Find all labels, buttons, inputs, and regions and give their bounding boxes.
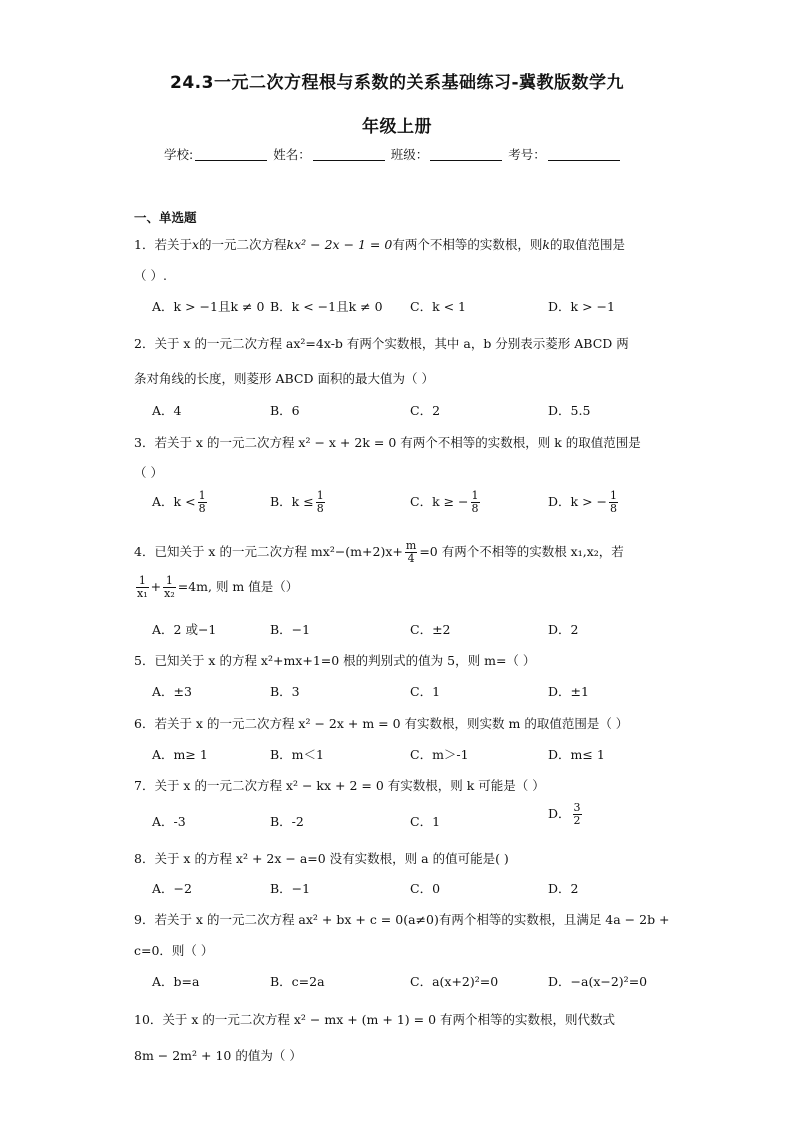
q8-option-d[interactable]: D．2 — [548, 881, 579, 896]
q7-option-d[interactable] — [548, 802, 584, 827]
question-2-stem-line2: 条对角线的长度，则菱形 ABCD 面积的最大值为（ ） — [134, 371, 434, 386]
q2-option-b[interactable]: B．6 — [270, 403, 300, 418]
q1-text-b: 的一元二次方程 — [199, 237, 287, 252]
question-3-stem: 3．若关于 x 的一元二次方程 x² − x + 2k = 0 有两个不相等的实数根，则 k 的取值范围是 — [134, 435, 641, 450]
page-title-line1: 24.3一元二次方程根与系数的关系基础练习-冀教版数学九 — [170, 73, 624, 93]
q7-option-a[interactable]: A．-3 — [152, 814, 186, 829]
name-label: 姓名： — [273, 147, 311, 162]
q6-option-d[interactable]: D．m≤ 1 — [548, 747, 605, 762]
question-10-stem-line2: 8m − 2m² + 10 的值为（ ） — [134, 1048, 302, 1063]
q5-option-a[interactable]: A．±3 — [152, 684, 192, 699]
q4-option-a[interactable]: A．2 或−1 — [152, 622, 217, 637]
question-7-stem: 7．关于 x 的一元二次方程 x² − kx + 2 = 0 有实数根，则 k 可能是（ ） — [134, 778, 545, 793]
frac-den: 8 — [471, 502, 479, 515]
q6-option-c[interactable]: C．m＞-1 — [410, 747, 469, 762]
frac-num: 1 — [163, 575, 176, 588]
class-label: 班级： — [390, 147, 429, 162]
school-blank[interactable] — [195, 148, 267, 161]
q5-option-b[interactable]: B．3 — [270, 684, 300, 699]
frac-num: m — [405, 539, 417, 552]
question-6-stem: 6．若关于 x 的一元二次方程 x² − 2x + m = 0 有实数根，则实数 m 的取值范围是（ ） — [134, 716, 629, 731]
q9-option-b[interactable]: B．c=2a — [270, 974, 325, 989]
q4-fraction-1x2 — [163, 575, 176, 600]
q8-option-c[interactable]: C．0 — [410, 881, 441, 896]
question-10-stem: 10．关于 x 的一元二次方程 x² − mx + (m + 1) = 0 有两个相等的实数根，则代数式 — [134, 1012, 616, 1027]
q4-fraction-m4 — [405, 540, 417, 565]
q8-option-b[interactable]: B．−1 — [270, 881, 311, 896]
student-info-row — [164, 145, 622, 163]
q9-option-d[interactable]: D．−a(x−2)²=0 — [548, 974, 648, 989]
q4-fraction-1x1 — [136, 575, 149, 600]
q8-option-a[interactable]: A．−2 — [152, 881, 192, 896]
q1-text-d: 的取值范围是 — [549, 237, 625, 252]
q1-option-a[interactable]: A．k > −1且k ≠ 0 — [152, 299, 265, 314]
question-3-stem-line2: （ ） — [134, 465, 163, 480]
frac-den: 2 — [573, 814, 581, 827]
q1-var-k: k — [542, 237, 550, 252]
q4-text-b: =0 有两个不相等的实数根 x₁,x₂，若 — [419, 544, 624, 559]
frac-num: 1 — [136, 575, 149, 588]
frac-num: 1 — [471, 489, 479, 502]
q7-option-d-text: D． — [548, 806, 571, 821]
frac-den: 4 — [407, 552, 415, 565]
q7-option-c[interactable]: C．1 — [410, 814, 441, 829]
q3-option-a-text: A．k < — [152, 494, 196, 509]
q1-text-a: 1．若关于 — [134, 237, 192, 252]
question-4-stem — [134, 540, 624, 565]
q5-option-d[interactable]: D．±1 — [548, 684, 589, 699]
q1-equation: kx² − 2x − 1 = 0 — [286, 237, 393, 252]
question-4-stem-line2 — [134, 575, 298, 600]
q4-option-b[interactable]: B．−1 — [270, 622, 311, 637]
q3-option-a-fraction — [198, 490, 207, 515]
q3-option-b[interactable] — [270, 490, 327, 515]
exam-no-label: 考号： — [508, 147, 546, 162]
q4-text-a: 4．已知关于 x 的一元二次方程 mx²−(m+2)x+ — [134, 544, 403, 559]
frac-den: 8 — [198, 502, 206, 515]
q1-var-x: x — [191, 237, 200, 252]
school-label: 学校: — [164, 147, 194, 162]
frac-den: x₁ — [137, 587, 148, 600]
q3-option-d-fraction — [609, 490, 618, 515]
q9-option-c[interactable]: C．a(x+2)²=0 — [410, 974, 499, 989]
q2-option-d[interactable]: D．5.5 — [548, 403, 591, 418]
q3-option-b-text: B．k ≤ — [270, 494, 314, 509]
frac-num: 3 — [573, 801, 581, 814]
q3-option-d[interactable] — [548, 490, 620, 515]
q3-option-c-fraction — [471, 490, 480, 515]
question-8-stem: 8．关于 x 的方程 x² + 2x − a=0 没有实数根，则 a 的值可能是( ) — [134, 851, 509, 866]
q1-option-c[interactable]: C．k < 1 — [410, 299, 467, 314]
question-2-stem: 2．关于 x 的一元二次方程 ax²=4x-b 有两个实数根，其中 a，b 分别表示菱形 ABCD 两 — [134, 336, 629, 351]
question-9-stem: 9．若关于 x 的一元二次方程 ax² + bx + c = 0(a≠0)有两个相等的实数根，且满足 4a − 2b + — [134, 912, 670, 927]
q6-option-b[interactable]: B．m＜1 — [270, 747, 324, 762]
q7-option-b[interactable]: B．-2 — [270, 814, 304, 829]
exam-no-blank[interactable] — [548, 148, 620, 161]
q5-option-c[interactable]: C．1 — [410, 684, 441, 699]
class-blank[interactable] — [430, 148, 502, 161]
q4-plus: + — [150, 579, 162, 594]
frac-num: 1 — [610, 489, 617, 502]
q1-text-c: 有两个不相等的实数根，则 — [392, 237, 543, 252]
frac-den: 8 — [316, 502, 324, 515]
question-5-stem: 5．已知关于 x 的方程 x²+mx+1=0 根的判别式的值为 5，则 m=（ ） — [134, 653, 536, 668]
q4-option-d[interactable]: D．2 — [548, 622, 579, 637]
q4-text-c: =4m, 则 m 值是（） — [177, 579, 299, 594]
q1-option-d[interactable]: D．k > −1 — [548, 299, 615, 314]
q3-option-c-text: C．k ≥ − — [410, 494, 469, 509]
q7-option-d-fraction — [573, 802, 582, 827]
frac-den: 8 — [610, 502, 617, 515]
question-1-stem-line2: （ ）. — [134, 268, 167, 283]
frac-num: 1 — [198, 489, 206, 502]
frac-num: 1 — [316, 489, 324, 502]
q3-option-b-fraction — [316, 490, 325, 515]
frac-den: x₂ — [164, 587, 175, 600]
question-1-stem — [134, 235, 625, 253]
q9-option-a[interactable]: A．b=a — [152, 974, 200, 989]
q2-option-c[interactable]: C．2 — [410, 403, 441, 418]
name-blank[interactable] — [313, 148, 385, 161]
q2-option-a[interactable]: A．4 — [152, 403, 182, 418]
section-heading: 一、单选题 — [134, 210, 197, 225]
q6-option-a[interactable]: A．m≥ 1 — [152, 747, 208, 762]
q3-option-c[interactable] — [410, 490, 482, 515]
q4-option-c[interactable]: C．±2 — [410, 622, 451, 637]
q3-option-d-text: D．k > − — [548, 494, 607, 509]
q1-option-b[interactable]: B．k < −1且k ≠ 0 — [270, 299, 383, 314]
q3-option-a[interactable] — [152, 490, 209, 515]
page-title-line2: 年级上册 — [362, 117, 432, 137]
question-9-stem-line2: c=0．则（ ） — [134, 943, 214, 958]
